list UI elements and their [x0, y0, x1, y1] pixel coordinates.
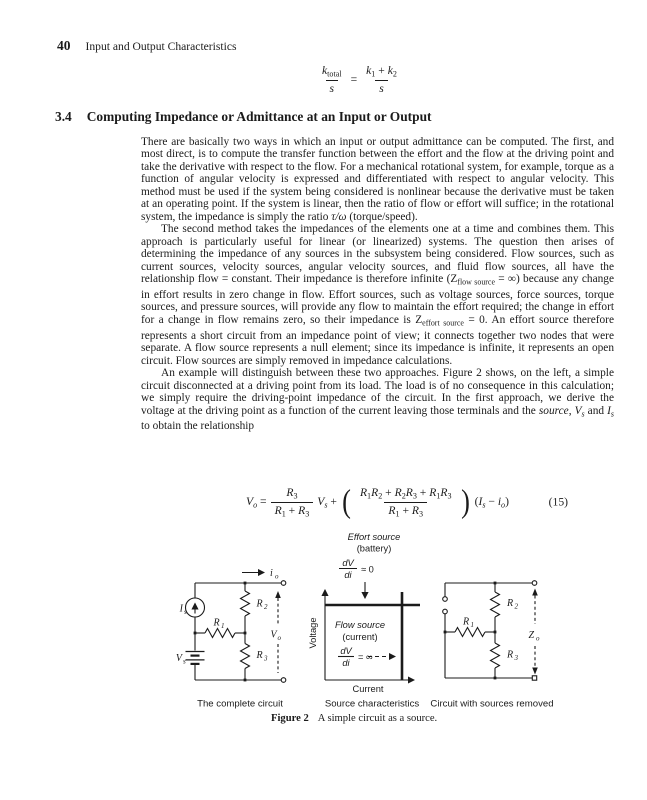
label-r2: R	[256, 598, 263, 610]
effort-derivative-num: dV	[342, 558, 354, 568]
node-dots	[444, 582, 497, 680]
figure-caption	[271, 713, 437, 724]
removed-source-terminals	[443, 597, 448, 614]
right-circuit	[443, 581, 538, 681]
label-r1: R	[463, 616, 470, 628]
eq15-fraction-2: $\frac{R_1R_2 + R_2R_3 + R_1R_3}{R_1 + R_3}$	[359, 486, 452, 519]
label-r3-sub: 3	[514, 654, 518, 662]
eq15-mid: $V_s$ +	[317, 495, 337, 510]
figure-caption-text: A simple circuit as a source.	[317, 713, 438, 724]
flow-derivative-den: di	[342, 658, 350, 668]
body-paragraphs	[141, 136, 614, 433]
label-is: I	[179, 603, 183, 615]
running-head: Input and Output Characteristics	[85, 40, 237, 53]
flow-derivative-num: dV	[340, 646, 352, 656]
label-r3: R	[507, 649, 514, 661]
label-zo: Z	[528, 630, 535, 641]
eq15-tail: $(I_s - i_o)$	[474, 495, 509, 510]
equation-number: (15)	[548, 495, 568, 509]
resistor-r2-symbol	[491, 592, 500, 617]
right-circuit-caption: Circuit with sources removed	[430, 698, 554, 710]
battery-symbol	[186, 652, 205, 664]
fraction-rhs: $\frac{k_1 + k_2}{s}$	[366, 64, 397, 95]
paragraph: There are basically two ways in which an input or output admittance can be computed. The first, and most direct, is to compute the transfer function between the effort and the flow at the driving point and take the derivative with respect to the flow. For a mechanical rotational system, for example, torque as a function of angular velocity is expressed and differentiated with respect to angular velocity. This method must be used if the system being considered is nonlinear because the derivative must be taken at an operating point. If the system is linear, then the ratio of flow or effort will suffice; in the rotational system, the impedance is simply the ratio τ/ω (torque/speed).	[141, 136, 614, 223]
figure-caption-tag: Figure 2	[271, 713, 309, 724]
fraction-lhs: $\frac{k_{total}}{s}$	[322, 64, 342, 95]
flow-source-label: Flow source	[334, 620, 386, 630]
effort-source-label-2: (battery)	[356, 543, 392, 554]
section-number: 3.4	[55, 109, 72, 124]
effort-derivative-value: ≈ 0	[361, 564, 374, 575]
wires	[195, 583, 281, 680]
label-r2-sub: 2	[514, 602, 518, 611]
left-circuit-caption: The complete circuit	[197, 698, 283, 710]
eq15-lhs: $V_o$ =	[246, 495, 267, 510]
resistor-r1-symbol	[205, 629, 235, 638]
section-title: Computing Impedance or Admittance at an Input or Output	[86, 109, 432, 124]
label-r1-sub: 1	[470, 621, 474, 629]
effort-source-label: Effort source	[347, 532, 401, 542]
figure-2	[0, 528, 647, 740]
node-dots	[194, 582, 247, 682]
page-number: 40	[57, 38, 71, 53]
wires	[445, 583, 532, 678]
eq15-fraction-1: $\frac{R_3}{R_1 + R_3}$	[271, 486, 314, 519]
label-zo-sub: o	[536, 634, 540, 643]
label-r2-sub: 2	[264, 603, 268, 611]
label-vo-sub: o	[277, 634, 281, 642]
current-source-symbol	[186, 598, 205, 617]
y-axis-label: Voltage	[308, 617, 318, 649]
label-r3: R	[256, 650, 263, 661]
label-r3-sub: 3	[264, 654, 268, 663]
equation-ktotal	[318, 61, 401, 95]
output-terminals	[281, 581, 286, 683]
resistor-r2-symbol	[241, 591, 250, 616]
flow-source-label-2: (current)	[342, 632, 378, 642]
x-axis-label: Current	[352, 684, 384, 694]
label-r2: R	[507, 598, 514, 609]
label-r1: R	[213, 617, 220, 629]
label-is-sub: s	[184, 608, 187, 616]
paragraph: The second method takes the impedances of the elements one at a time and combines them. This approach is particularly useful for linear (or linearized) systems. The question then arises of determining the impedance of any sources in the subsystem being considered. Flow sources, such as current sources, velocity sources, angular velocity sources, and fluid flow sources, all have the relationship flow = constant. Their impedance is therefore infinite ($Z_{flow source}$ = ∞) because any change in effort results in zero change in flow. Effort sources, such as voltage sources, force sources, torque sources, and pressure sources, will provide any flow to maintain the effort required; the change in effort for a change in flow remains zero, so their impedance is $Z_{effort source} = 0$. An effort source therefore represents a short circuit from an impedance point of view; it connects together two nodes that were separate. A flow source represents a null element; since its impedance is infinite, it represents an open circuit. Flow sources are simply removed in impedance calculations.	[141, 223, 614, 367]
label-r1-sub: 1	[221, 622, 225, 630]
label-vs: V	[175, 653, 182, 664]
equals-sign: =	[350, 73, 358, 87]
label-io: i	[270, 568, 273, 579]
effort-derivative-den: di	[344, 570, 352, 580]
label-vs-sub: s	[183, 657, 186, 666]
flow-derivative-value: = ∞	[358, 652, 373, 662]
left-circuit	[186, 573, 286, 683]
equation-15: $V_o$ = $\frac{R_3}{R_1 + R_3}$ $V_s$ + ( $\frac{R_1R_2 + R_2R_3 + R_1R_3}{R_1 + R_3}$ ) $(I_s - i_o)$ (15)	[246, 484, 568, 521]
paragraph: An example will distinguish between these two approaches. Figure 2 shows, on the left, a simple circuit disconnected at a driving point from its load. The load is of no consequence in this calculation; we simply require the driving-point impedance of the circuit. In the first approach, we derive the voltage at the driving point as a function of the current leaving those terminals and the source, $V_s$ and $I_s$ to obtain the relationship	[141, 367, 614, 433]
resistor-r3-symbol	[491, 643, 500, 668]
label-io-sub: o	[275, 572, 279, 581]
left-circuit-labels	[176, 568, 283, 710]
label-vo: V	[270, 629, 277, 641]
resistor-r3-symbol	[241, 644, 250, 669]
page-header	[57, 37, 237, 55]
section-heading	[55, 109, 431, 125]
graph-caption: Source characteristics	[324, 698, 420, 710]
